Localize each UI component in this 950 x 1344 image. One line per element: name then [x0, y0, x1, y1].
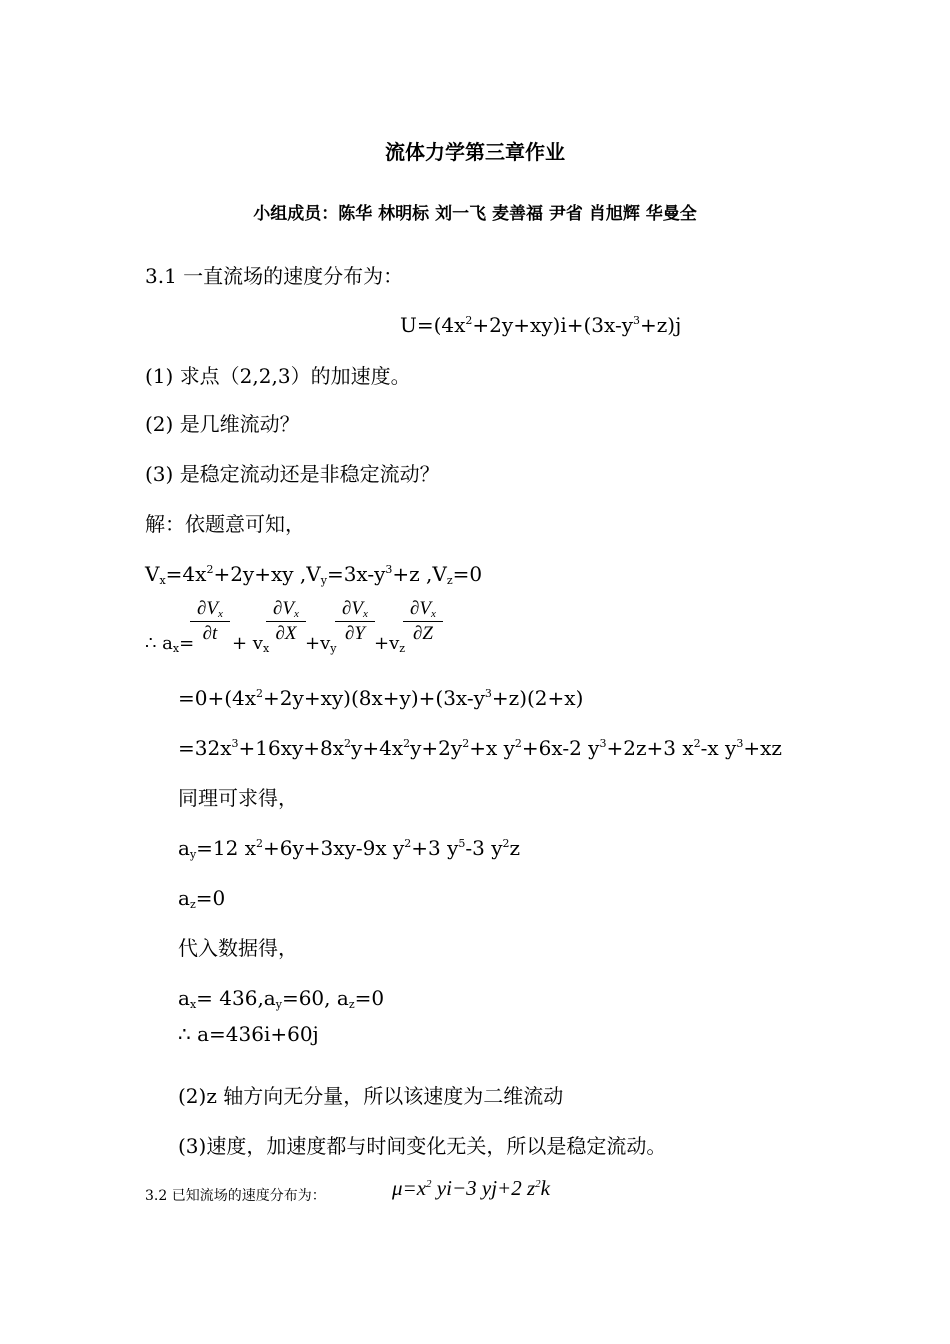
question-3-1-intro: 3.1 一直流场的速度分布为：	[145, 264, 404, 288]
acceleration-values: $a_x= 436,a_y=60$, $a_z=0$	[178, 986, 385, 1011]
document-title: 流体力学第三章作业	[385, 140, 565, 164]
az-equation: $a_z=0$	[178, 886, 226, 911]
partial-fraction-x: $\partial V_x$ ∂X	[266, 598, 306, 645]
solution-intro: 解：依题意可知，	[145, 512, 305, 536]
velocity-components: $V_x=4x^2+2y+xy$ $,V_y=3x-y^3+z$ $,V_z=0$	[145, 562, 483, 587]
acceleration-result: ∴ a=436i+60j	[178, 1022, 319, 1046]
ax-prefix: ∴ $a_x=$	[145, 633, 195, 655]
ax-expansion-line-1: $=0+(4x^2+2y+xy)(8x+y)+(3x-y^3+z)(2+x)$	[178, 686, 584, 710]
question-part-1: (1) 求点（2,2,3）的加速度。	[145, 364, 411, 388]
question-part-2: (2) 是几维流动？	[145, 412, 300, 436]
partial-fraction-y: $\partial V_x$ ∂Y	[335, 598, 375, 645]
similarly-text: 同理可求得，	[178, 786, 298, 810]
term-vy: $+v_y$	[305, 633, 337, 655]
term-vz: $+v_z$	[374, 633, 406, 655]
ax-expansion-line-2: $=32x^3+16xy+8x^2y+4x^2y+2y^2+x$ $y^2+6x-2$ $y^3+2z+3$ $x^2-x$ $y^3+xz$	[178, 736, 782, 760]
answer-part-3: (3)速度，加速度都与时间变化无关，所以是稳定流动。	[178, 1134, 667, 1158]
ay-equation: $a_y=12$ $x^2+6y+3xy-9x$ $y^2+3$ $y^5-3$ $y^2z$	[178, 836, 521, 861]
partial-fraction-z: $\partial V_x$ ∂Z	[403, 598, 443, 645]
velocity-field-equation: $U=(4x^2+2y+xy)i+(3x-y^3+z)j$	[400, 313, 682, 337]
answer-part-2: (2)z 轴方向无分量，所以该速度为二维流动	[178, 1084, 564, 1108]
question-3-2-intro: 3.2 已知流场的速度分布为：	[145, 1188, 326, 1204]
partial-fraction-t: $\partial V_x$ ∂t	[190, 598, 230, 645]
question-3-2-formula: $\mu=x^2$ yi−3 yj+2 $z^2k$	[392, 1176, 550, 1200]
question-part-3: (3) 是稳定流动还是非稳定流动？	[145, 462, 440, 486]
substitute-text: 代入数据得，	[178, 936, 298, 960]
group-members: 小组成员：陈华 林明标 刘一飞 麦善福 尹省 肖旭辉 华曼全	[253, 204, 697, 224]
term-vx: + $v_x$	[232, 633, 270, 655]
